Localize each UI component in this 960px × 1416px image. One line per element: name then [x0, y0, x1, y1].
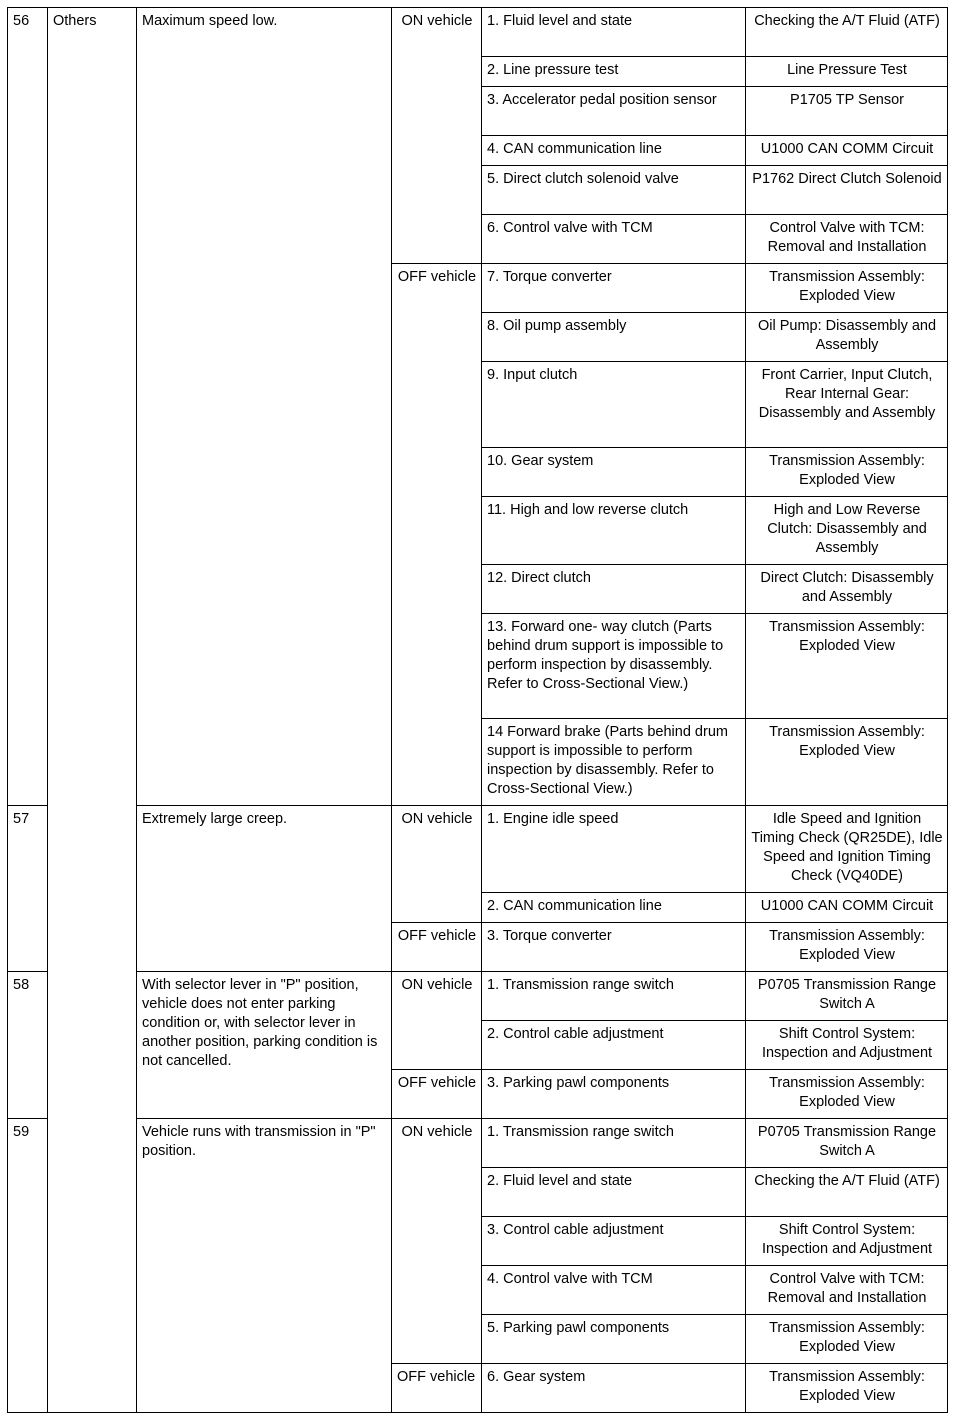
reference-cell: P1705 TP Sensor: [746, 87, 948, 136]
check-item-cell: 10. Gear system: [482, 448, 746, 497]
reference-cell: Transmission Assembly: Exploded View: [746, 719, 948, 806]
condition-cell: OFF vehicle: [392, 1070, 482, 1119]
reference-cell: Transmission Assembly: Exploded View: [746, 448, 948, 497]
condition-cell: ON vehicle: [392, 1119, 482, 1364]
check-item-cell: 2. Control cable adjustment: [482, 1021, 746, 1070]
reference-cell: U1000 CAN COMM Circuit: [746, 893, 948, 923]
check-item-cell: 1. Fluid level and state: [482, 8, 746, 57]
check-item-cell: 5. Direct clutch solenoid valve: [482, 166, 746, 215]
reference-cell: Direct Clutch: Disassembly and Assembly: [746, 565, 948, 614]
reference-cell: Control Valve with TCM: Removal and Installation: [746, 1266, 948, 1315]
condition-cell: ON vehicle: [392, 972, 482, 1070]
check-item-cell: 4. CAN communication line: [482, 136, 746, 166]
reference-cell: Checking the A/T Fluid (ATF): [746, 1168, 948, 1217]
check-item-cell: 8. Oil pump assembly: [482, 313, 746, 362]
reference-cell: Transmission Assembly: Exploded View: [746, 264, 948, 313]
condition-cell: OFF vehicle: [392, 1364, 482, 1413]
check-item-cell: 12. Direct clutch: [482, 565, 746, 614]
table-row: [8, 806, 948, 893]
check-item-cell: 3. Control cable adjustment: [482, 1217, 746, 1266]
item-number: 58: [8, 972, 48, 1119]
diagnosis-table: [7, 7, 948, 1413]
reference-cell: Line Pressure Test: [746, 57, 948, 87]
reference-cell: Idle Speed and Ignition Timing Check (QR25DE), Idle Speed and Ignition Timing Check (VQ40DE): [746, 806, 948, 893]
check-item-cell: 2. Fluid level and state: [482, 1168, 746, 1217]
diagnosis-table-body: [8, 8, 948, 1413]
reference-cell: P1762 Direct Clutch Solenoid: [746, 166, 948, 215]
reference-cell: U1000 CAN COMM Circuit: [746, 136, 948, 166]
check-item-cell: 3. Accelerator pedal position sensor: [482, 87, 746, 136]
item-number: 59: [8, 1119, 48, 1413]
check-item-cell: 14 Forward brake (Parts behind drum support is impossible to perform inspection by disassembly. Refer to Cross-Sectional View.): [482, 719, 746, 806]
item-number: 57: [8, 806, 48, 972]
check-item-cell: 3. Parking pawl components: [482, 1070, 746, 1119]
check-item-cell: 1. Transmission range switch: [482, 972, 746, 1021]
check-item-cell: 13. Forward one- way clutch (Parts behind drum support is impossible to perform inspection by disassembly. Refer to Cross-Sectional View.): [482, 614, 746, 719]
reference-cell: Transmission Assembly: Exploded View: [746, 1364, 948, 1413]
check-item-cell: 7. Torque converter: [482, 264, 746, 313]
check-item-cell: 4. Control valve with TCM: [482, 1266, 746, 1315]
reference-cell: Control Valve with TCM: Removal and Installation: [746, 215, 948, 264]
reference-cell: Transmission Assembly: Exploded View: [746, 614, 948, 719]
check-item-cell: 11. High and low reverse clutch: [482, 497, 746, 565]
check-item-cell: 9. Input clutch: [482, 362, 746, 448]
reference-cell: Shift Control System: Inspection and Adjustment: [746, 1021, 948, 1070]
condition-cell: ON vehicle: [392, 8, 482, 264]
check-item-cell: 3. Torque converter: [482, 923, 746, 972]
reference-cell: Front Carrier, Input Clutch, Rear Internal Gear: Disassembly and Assembly: [746, 362, 948, 448]
condition-cell: OFF vehicle: [392, 923, 482, 972]
check-item-cell: 2. CAN communication line: [482, 893, 746, 923]
condition-cell: OFF vehicle: [392, 264, 482, 806]
reference-cell: Oil Pump: Disassembly and Assembly: [746, 313, 948, 362]
reference-cell: High and Low Reverse Clutch: Disassembly and Assembly: [746, 497, 948, 565]
check-item-cell: 6. Control valve with TCM: [482, 215, 746, 264]
category-cell: Others: [48, 8, 137, 1413]
check-item-cell: 5. Parking pawl components: [482, 1315, 746, 1364]
reference-cell: Transmission Assembly: Exploded View: [746, 923, 948, 972]
table-row: [8, 8, 948, 57]
reference-cell: Transmission Assembly: Exploded View: [746, 1070, 948, 1119]
condition-cell: ON vehicle: [392, 806, 482, 923]
symptom-cell: Maximum speed low.: [137, 8, 392, 806]
symptom-cell: Extremely large creep.: [137, 806, 392, 972]
reference-cell: P0705 Transmission Range Switch A: [746, 972, 948, 1021]
symptom-cell: With selector lever in "P" position, vehicle does not enter parking condition or, with selector lever in another position, parking condition is not cancelled.: [137, 972, 392, 1119]
table-row: [8, 1119, 948, 1168]
check-item-cell: 1. Engine idle speed: [482, 806, 746, 893]
item-number: 56: [8, 8, 48, 806]
check-item-cell: 1. Transmission range switch: [482, 1119, 746, 1168]
reference-cell: Shift Control System: Inspection and Adjustment: [746, 1217, 948, 1266]
reference-cell: Transmission Assembly: Exploded View: [746, 1315, 948, 1364]
reference-cell: P0705 Transmission Range Switch A: [746, 1119, 948, 1168]
table-row: [8, 972, 948, 1021]
reference-cell: Checking the A/T Fluid (ATF): [746, 8, 948, 57]
check-item-cell: 6. Gear system: [482, 1364, 746, 1413]
symptom-cell: Vehicle runs with transmission in "P" position.: [137, 1119, 392, 1413]
check-item-cell: 2. Line pressure test: [482, 57, 746, 87]
